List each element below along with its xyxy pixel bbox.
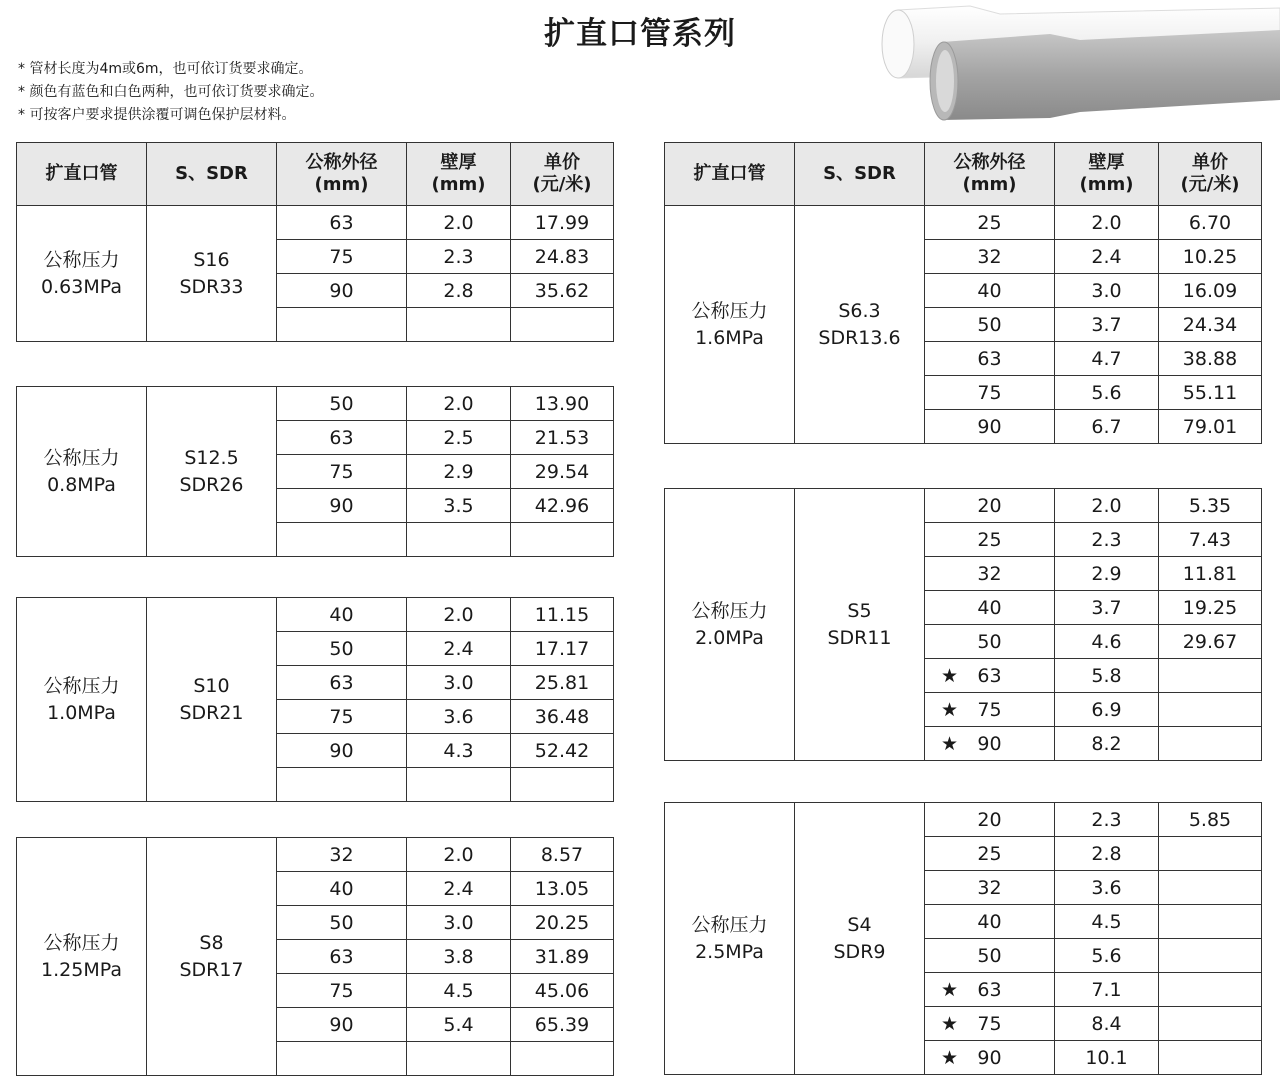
outer-diameter-cell: 50 — [925, 308, 1055, 342]
outer-diameter-cell: 63 — [925, 342, 1055, 376]
outer-diameter-cell: 40 — [925, 905, 1055, 939]
wall-thickness-cell — [407, 523, 511, 557]
outer-diameter-cell: 50 — [925, 625, 1055, 659]
table-0-63mpa — [16, 142, 614, 342]
outer-diameter-cell: ★ 75 — [925, 1007, 1055, 1041]
price-cell: 42.96 — [511, 489, 614, 523]
outer-diameter-cell: 75 — [277, 455, 407, 489]
wall-thickness-cell: 2.4 — [407, 872, 511, 906]
wall-thickness-cell: 3.5 — [407, 489, 511, 523]
star-icon: ★ — [941, 664, 959, 687]
header-wall: 壁厚 (mm) — [1055, 143, 1159, 206]
wall-thickness-cell: 2.9 — [407, 455, 511, 489]
outer-diameter-cell: ★ 63 — [925, 973, 1055, 1007]
wall-thickness-cell: 2.0 — [407, 387, 511, 421]
price-cell: 38.88 — [1159, 342, 1262, 376]
outer-diameter-cell: 63 — [277, 666, 407, 700]
wall-thickness-cell: 8.2 — [1055, 727, 1159, 761]
outer-diameter-cell: ★ 90 — [925, 727, 1055, 761]
wall-thickness-cell: 3.0 — [407, 906, 511, 940]
outer-diameter-cell: ★ 75 — [925, 693, 1055, 727]
page-title: 扩直口管系列 — [544, 16, 736, 52]
wall-thickness-cell — [407, 1042, 511, 1076]
price-cell: 16.09 — [1159, 274, 1262, 308]
wall-thickness-cell: 2.0 — [407, 206, 511, 240]
wall-thickness-cell: 4.7 — [1055, 342, 1159, 376]
price-cell: 45.06 — [511, 974, 614, 1008]
wall-thickness-cell: 4.5 — [407, 974, 511, 1008]
wall-thickness-cell — [407, 768, 511, 802]
pressure-label: 公称压力 1.6MPa — [665, 206, 795, 444]
star-icon: ★ — [941, 1012, 959, 1035]
wall-thickness-cell: 2.0 — [1055, 489, 1159, 523]
notes — [18, 58, 323, 127]
price-cell: 13.05 — [511, 872, 614, 906]
price-cell: 29.67 — [1159, 625, 1262, 659]
note-length: * 管材长度为4m或6m，也可依订货要求确定。 — [18, 61, 313, 77]
price-cell: 5.85 — [1159, 803, 1262, 837]
outer-diameter-cell — [277, 768, 407, 802]
sdr-label: S10 SDR21 — [147, 598, 277, 802]
price-cell: 11.81 — [1159, 557, 1262, 591]
header-od: 公称外径 (mm) — [925, 143, 1055, 206]
price-cell: 52.42 — [511, 734, 614, 768]
wall-thickness-cell: 2.5 — [407, 421, 511, 455]
wall-thickness-cell: 7.1 — [1055, 973, 1159, 1007]
outer-diameter-cell: 50 — [925, 939, 1055, 973]
price-cell — [1159, 727, 1262, 761]
price-cell: 36.48 — [511, 700, 614, 734]
outer-diameter-cell: 63 — [277, 206, 407, 240]
sdr-label: S8 SDR17 — [147, 838, 277, 1076]
wall-thickness-cell: 6.9 — [1055, 693, 1159, 727]
wall-thickness-cell: 2.4 — [407, 632, 511, 666]
price-cell — [1159, 939, 1262, 973]
wall-thickness-cell: 3.0 — [407, 666, 511, 700]
outer-diameter-cell: 40 — [277, 598, 407, 632]
price-cell: 31.89 — [511, 940, 614, 974]
table-1-25mpa — [16, 837, 614, 1076]
wall-thickness-cell: 2.0 — [407, 838, 511, 872]
outer-diameter-cell: 40 — [277, 872, 407, 906]
outer-diameter-cell: 75 — [925, 376, 1055, 410]
outer-diameter-cell: 63 — [277, 421, 407, 455]
header-price: 单价 (元/米) — [511, 143, 614, 206]
star-icon: ★ — [941, 1046, 959, 1069]
header-sdr: S、SDR — [795, 143, 925, 206]
pressure-label: 公称压力 1.0MPa — [17, 598, 147, 802]
sdr-label: S6.3 SDR13.6 — [795, 206, 925, 444]
outer-diameter-cell: 75 — [277, 974, 407, 1008]
wall-thickness-cell: 2.8 — [1055, 837, 1159, 871]
price-cell: 29.54 — [511, 455, 614, 489]
table-2-0mpa — [664, 488, 1262, 761]
pressure-label: 公称压力 0.63MPa — [17, 206, 147, 342]
wall-thickness-cell: 2.8 — [407, 274, 511, 308]
price-cell — [1159, 837, 1262, 871]
price-cell: 13.90 — [511, 387, 614, 421]
price-cell: 17.99 — [511, 206, 614, 240]
outer-diameter-cell: 90 — [277, 274, 407, 308]
price-cell — [1159, 905, 1262, 939]
outer-diameter-cell: 25 — [925, 206, 1055, 240]
wall-thickness-cell: 3.7 — [1055, 591, 1159, 625]
price-cell — [1159, 871, 1262, 905]
price-cell: 65.39 — [511, 1008, 614, 1042]
price-cell: 11.15 — [511, 598, 614, 632]
wall-thickness-cell: 3.6 — [407, 700, 511, 734]
outer-diameter-cell — [277, 523, 407, 557]
outer-diameter-cell: 25 — [925, 523, 1055, 557]
header-product: 扩直口管 — [17, 143, 147, 206]
outer-diameter-cell: 25 — [925, 837, 1055, 871]
table-row — [665, 489, 1262, 523]
wall-thickness-cell: 5.6 — [1055, 376, 1159, 410]
price-cell: 20.25 — [511, 906, 614, 940]
outer-diameter-cell: 75 — [277, 240, 407, 274]
sdr-label: S5 SDR11 — [795, 489, 925, 761]
grey-pipe-icon — [942, 30, 1280, 120]
outer-diameter-cell: 90 — [277, 1008, 407, 1042]
price-cell — [511, 1042, 614, 1076]
price-cell: 7.43 — [1159, 523, 1262, 557]
price-cell — [1159, 973, 1262, 1007]
wall-thickness-cell: 8.4 — [1055, 1007, 1159, 1041]
header-od: 公称外径 (mm) — [277, 143, 407, 206]
outer-diameter-cell: ★ 63 — [925, 659, 1055, 693]
price-cell: 35.62 — [511, 274, 614, 308]
pressure-label: 公称压力 0.8MPa — [17, 387, 147, 557]
table-row — [665, 206, 1262, 240]
header-price: 单价 (元/米) — [1159, 143, 1262, 206]
outer-diameter-cell: 32 — [277, 838, 407, 872]
price-cell: 10.25 — [1159, 240, 1262, 274]
outer-diameter-cell: 50 — [277, 387, 407, 421]
table-2-5mpa — [664, 802, 1262, 1075]
wall-thickness-cell — [407, 308, 511, 342]
price-cell: 79.01 — [1159, 410, 1262, 444]
outer-diameter-cell: 50 — [277, 906, 407, 940]
wall-thickness-cell: 5.4 — [407, 1008, 511, 1042]
wall-thickness-cell: 3.7 — [1055, 308, 1159, 342]
note-coating: * 可按客户要求提供涂覆可调色保护层材料。 — [18, 107, 296, 123]
price-cell: 55.11 — [1159, 376, 1262, 410]
outer-diameter-cell: 90 — [277, 734, 407, 768]
outer-diameter-cell: 63 — [277, 940, 407, 974]
price-cell: 19.25 — [1159, 591, 1262, 625]
wall-thickness-cell: 6.7 — [1055, 410, 1159, 444]
table-1-6mpa — [664, 142, 1262, 444]
price-cell: 8.57 — [511, 838, 614, 872]
outer-diameter-cell: 75 — [277, 700, 407, 734]
table-row — [17, 206, 614, 240]
outer-diameter-cell: 32 — [925, 557, 1055, 591]
price-cell: 5.35 — [1159, 489, 1262, 523]
wall-thickness-cell: 2.4 — [1055, 240, 1159, 274]
note-color: * 颜色有蓝色和白色两种，也可依订货要求确定。 — [18, 84, 324, 100]
outer-diameter-cell: 40 — [925, 591, 1055, 625]
table-1-0mpa — [16, 597, 614, 802]
price-cell — [1159, 693, 1262, 727]
wall-thickness-cell: 4.5 — [1055, 905, 1159, 939]
price-cell — [511, 523, 614, 557]
header-product: 扩直口管 — [665, 143, 795, 206]
outer-diameter-cell: 90 — [925, 410, 1055, 444]
wall-thickness-cell: 3.6 — [1055, 871, 1159, 905]
pressure-label: 公称压力 1.25MPa — [17, 838, 147, 1076]
sdr-label: S12.5 SDR26 — [147, 387, 277, 557]
wall-thickness-cell: 2.3 — [407, 240, 511, 274]
star-icon: ★ — [941, 698, 959, 721]
outer-diameter-cell: 20 — [925, 803, 1055, 837]
outer-diameter-cell: 32 — [925, 240, 1055, 274]
table-row — [17, 598, 614, 632]
outer-diameter-cell: 40 — [925, 274, 1055, 308]
wall-thickness-cell: 2.3 — [1055, 523, 1159, 557]
outer-diameter-cell — [277, 308, 407, 342]
table-row — [17, 387, 614, 421]
wall-thickness-cell: 4.6 — [1055, 625, 1159, 659]
price-cell — [511, 768, 614, 802]
wall-thickness-cell: 2.9 — [1055, 557, 1159, 591]
wall-thickness-cell: 2.3 — [1055, 803, 1159, 837]
sdr-label: S16 SDR33 — [147, 206, 277, 342]
wall-thickness-cell: 3.0 — [1055, 274, 1159, 308]
price-cell: 24.34 — [1159, 308, 1262, 342]
price-cell — [1159, 1041, 1262, 1075]
wall-thickness-cell: 5.8 — [1055, 659, 1159, 693]
price-cell: 25.81 — [511, 666, 614, 700]
wall-thickness-cell: 5.6 — [1055, 939, 1159, 973]
table-0-8mpa — [16, 386, 614, 557]
price-cell: 21.53 — [511, 421, 614, 455]
outer-diameter-cell: 90 — [277, 489, 407, 523]
wall-thickness-cell: 10.1 — [1055, 1041, 1159, 1075]
pressure-label: 公称压力 2.0MPa — [665, 489, 795, 761]
wall-thickness-cell: 4.3 — [407, 734, 511, 768]
price-cell — [1159, 1007, 1262, 1041]
outer-diameter-cell: 32 — [925, 871, 1055, 905]
outer-diameter-cell: ★ 90 — [925, 1041, 1055, 1075]
price-cell — [511, 308, 614, 342]
table-row — [17, 838, 614, 872]
wall-thickness-cell: 2.0 — [407, 598, 511, 632]
star-icon: ★ — [941, 732, 959, 755]
star-icon: ★ — [941, 978, 959, 1001]
price-cell: 24.83 — [511, 240, 614, 274]
table-row — [665, 803, 1262, 837]
sdr-label: S4 SDR9 — [795, 803, 925, 1075]
price-cell: 17.17 — [511, 632, 614, 666]
outer-diameter-cell — [277, 1042, 407, 1076]
pressure-label: 公称压力 2.5MPa — [665, 803, 795, 1075]
pipe-illustration — [870, 0, 1280, 130]
price-cell — [1159, 659, 1262, 693]
outer-diameter-cell: 20 — [925, 489, 1055, 523]
header-wall: 壁厚 (mm) — [407, 143, 511, 206]
wall-thickness-cell: 2.0 — [1055, 206, 1159, 240]
price-cell: 6.70 — [1159, 206, 1262, 240]
outer-diameter-cell: 50 — [277, 632, 407, 666]
header-sdr: S、SDR — [147, 143, 277, 206]
wall-thickness-cell: 3.8 — [407, 940, 511, 974]
